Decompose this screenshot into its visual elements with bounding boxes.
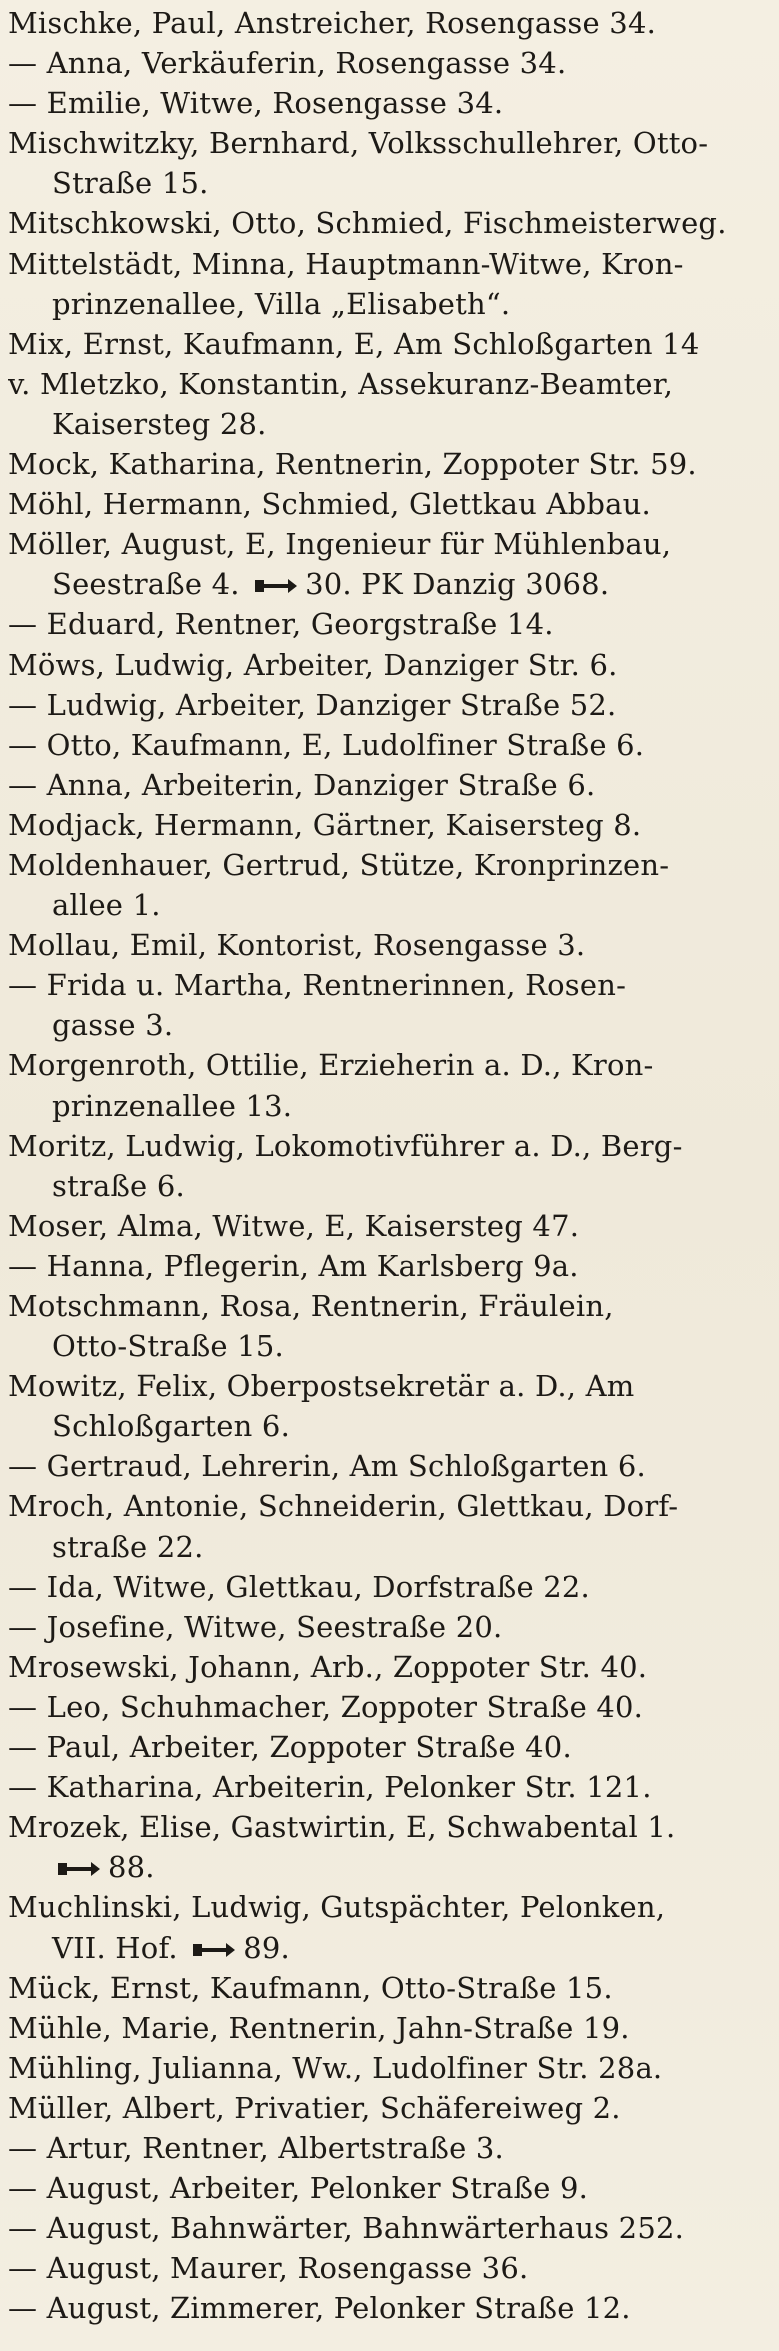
- directory-entry: [8, 1366, 772, 1446]
- directory-entry: [8, 203, 772, 243]
- directory-entry: [8, 2048, 772, 2088]
- entry-text: Mrosewski, Johann, Arb., Zoppoter Str. 40.: [8, 1649, 648, 1684]
- address-directory-list: [8, 3, 772, 2328]
- directory-entry: [8, 925, 772, 965]
- directory-entry: [8, 1767, 772, 1807]
- directory-entry: [8, 1887, 772, 1967]
- telephone-handset-icon: [56, 1859, 102, 1879]
- directory-entry: [8, 1206, 772, 1246]
- entry-continuation: [8, 1847, 772, 1887]
- phone-number: 89.: [243, 1930, 290, 1965]
- entry-text: — Gertraud, Lehrerin, Am Schloßgarten 6.: [8, 1449, 646, 1484]
- telephone-handset-icon: [253, 576, 299, 596]
- directory-entry: [8, 1727, 772, 1767]
- entry-text: Mischke, Paul, Anstreicher, Rosengasse 34.: [8, 6, 657, 40]
- directory-entry: [8, 2208, 772, 2248]
- entry-text: Mix, Ernst, Kaufmann, E, Am Schloßgarten 14: [8, 326, 700, 361]
- entry-text: — Ludwig, Arbeiter, Danziger Straße 52.: [8, 687, 617, 722]
- entry-text: — Eduard, Rentner, Georgstraße 14.: [8, 607, 554, 642]
- entry-continuation: Schloßgarten 6.: [52, 1409, 290, 1444]
- entry-text: Morgenroth, Ottilie, Erzieherin a. D., Kron-: [8, 1048, 654, 1083]
- telephone-handset-icon: [191, 1940, 237, 1960]
- entry-continuation: Straße 15.: [52, 166, 209, 201]
- directory-entry: [8, 43, 772, 83]
- directory-entry: [8, 1647, 772, 1687]
- directory-entry: [8, 604, 772, 644]
- entry-text: Modjack, Hermann, Gärtner, Kaisersteg 8.: [8, 807, 642, 842]
- directory-entry: [8, 1968, 772, 2008]
- directory-entry: [8, 1246, 772, 1286]
- directory-entry: [8, 725, 772, 765]
- entry-text: Motschmann, Rosa, Rentnerin, Fräulein,: [8, 1289, 614, 1323]
- phone-number: 30. PK Danzig 3068.: [305, 567, 610, 602]
- directory-entry: [8, 1567, 772, 1607]
- directory-entry: [8, 244, 772, 324]
- entry-text: Moser, Alma, Witwe, E, Kaisersteg 47.: [8, 1208, 580, 1243]
- entry-continuation: prinzenallee 13.: [52, 1088, 293, 1123]
- directory-entry: [8, 123, 772, 203]
- directory-entry: [8, 645, 772, 685]
- directory-entry: [8, 845, 772, 925]
- entry-text: — August, Zimmerer, Pelonker Straße 12.: [8, 2291, 631, 2326]
- entry-text: Mühle, Marie, Rentnerin, Jahn-Straße 19.: [8, 2010, 630, 2045]
- entry-text: Moritz, Ludwig, Lokomotivführer a. D., Berg-: [8, 1128, 683, 1163]
- directory-entry: [8, 83, 772, 123]
- directory-entry: [8, 2088, 772, 2128]
- entry-continuation: prinzenallee, Villa „Elisabeth“.: [52, 286, 511, 321]
- entry-continuation: gasse 3.: [52, 1008, 174, 1043]
- entry-continuation: Otto-Straße 15.: [52, 1329, 284, 1364]
- entry-text: Mollau, Emil, Kontorist, Rosengasse 3.: [8, 928, 586, 963]
- directory-entry: [8, 364, 772, 444]
- directory-entry: [8, 765, 772, 805]
- directory-entry: [8, 524, 772, 604]
- directory-entry: [8, 1807, 772, 1887]
- directory-entry: [8, 1286, 772, 1366]
- directory-entry: [8, 1607, 772, 1647]
- directory-entry: [8, 1486, 772, 1566]
- entry-text: — Josefine, Witwe, Seestraße 20.: [8, 1609, 503, 1644]
- entry-continuation: straße 6.: [52, 1168, 185, 1203]
- entry-text: Mowitz, Felix, Oberpostsekretär a. D., Am: [8, 1369, 635, 1404]
- entry-text: — Leo, Schuhmacher, Zoppoter Straße 40.: [8, 1689, 644, 1724]
- entry-text: Möhl, Hermann, Schmied, Glettkau Abbau.: [8, 487, 651, 522]
- entry-text: Muchlinski, Ludwig, Gutspächter, Pelonken,: [8, 1890, 666, 1925]
- directory-entry: [8, 685, 772, 725]
- entry-continuation: Kaisersteg 28.: [52, 406, 267, 441]
- directory-entry: [8, 1446, 772, 1486]
- entry-text: — Anna, Arbeiterin, Danziger Straße 6.: [8, 767, 596, 802]
- entry-text: Mühling, Julianna, Ww., Ludolfiner Str. 28a.: [8, 2050, 663, 2085]
- directory-entry: [8, 1126, 772, 1206]
- entry-text: Mrozek, Elise, Gastwirtin, E, Schwabental 1.: [8, 1810, 676, 1845]
- directory-entry: [8, 1687, 772, 1727]
- directory-entry: [8, 2008, 772, 2048]
- entry-text: — Emilie, Witwe, Rosengasse 34.: [8, 86, 504, 121]
- directory-entry: [8, 2128, 772, 2168]
- entry-text: Müller, Albert, Privatier, Schäfereiweg 2.: [8, 2090, 621, 2125]
- entry-continuation: straße 22.: [52, 1529, 204, 1564]
- directory-entry: [8, 1045, 772, 1125]
- directory-entry: [8, 2248, 772, 2288]
- entry-text: — Ida, Witwe, Glettkau, Dorfstraße 22.: [8, 1569, 590, 1604]
- entry-text: — Katharina, Arbeiterin, Pelonker Str. 121.: [8, 1770, 652, 1805]
- directory-entry: [8, 965, 772, 1045]
- entry-text: Mischwitzky, Bernhard, Volksschullehrer, Otto-: [8, 126, 709, 161]
- directory-entry: [8, 3, 772, 43]
- phone-number: 88.: [108, 1850, 155, 1885]
- entry-text: Mück, Ernst, Kaufmann, Otto-Straße 15.: [8, 1970, 613, 2005]
- entry-text: — Otto, Kaufmann, E, Ludolfiner Straße 6.: [8, 727, 645, 762]
- entry-text: — Hanna, Pflegerin, Am Karlsberg 9a.: [8, 1248, 579, 1283]
- entry-text: — August, Maurer, Rosengasse 36.: [8, 2251, 529, 2286]
- entry-text: — August, Arbeiter, Pelonker Straße 9.: [8, 2171, 589, 2206]
- entry-text: Mroch, Antonie, Schneiderin, Glettkau, Dorf-: [8, 1489, 679, 1524]
- entry-continuation: VII. Hof. 89.: [52, 1930, 290, 1965]
- directory-entry: [8, 484, 772, 524]
- entry-text: — August, Bahnwärter, Bahnwärterhaus 252.: [8, 2211, 685, 2246]
- directory-entry: [8, 324, 772, 364]
- entry-continuation: allee 1.: [52, 888, 161, 923]
- directory-entry: [8, 805, 772, 845]
- directory-entry: [8, 444, 772, 484]
- entry-text: Mitschkowski, Otto, Schmied, Fischmeisterweg.: [8, 206, 727, 241]
- entry-text: — Anna, Verkäuferin, Rosengasse 34.: [8, 46, 567, 81]
- directory-entry: [8, 2288, 772, 2328]
- entry-continuation: Seestraße 4. 30. PK Danzig 3068.: [52, 567, 610, 602]
- entry-text: — Artur, Rentner, Albertstraße 3.: [8, 2130, 504, 2165]
- directory-entry: [8, 2168, 772, 2208]
- entry-text: — Paul, Arbeiter, Zoppoter Straße 40.: [8, 1730, 572, 1765]
- entry-text: Mittelstädt, Minna, Hauptmann-Witwe, Kron-: [8, 246, 684, 281]
- entry-text: Moldenhauer, Gertrud, Stütze, Kronprinzen-: [8, 847, 670, 882]
- entry-text: Mock, Katharina, Rentnerin, Zoppoter Str. 59.: [8, 447, 697, 482]
- entry-text: v. Mletzko, Konstantin, Assekuranz-Beamter,: [8, 366, 674, 401]
- entry-text: — Frida u. Martha, Rentnerinnen, Rosen-: [8, 968, 627, 1003]
- entry-text: Möller, August, E, Ingenieur für Mühlenbau,: [8, 527, 672, 562]
- entry-text: Möws, Ludwig, Arbeiter, Danziger Str. 6.: [8, 647, 618, 682]
